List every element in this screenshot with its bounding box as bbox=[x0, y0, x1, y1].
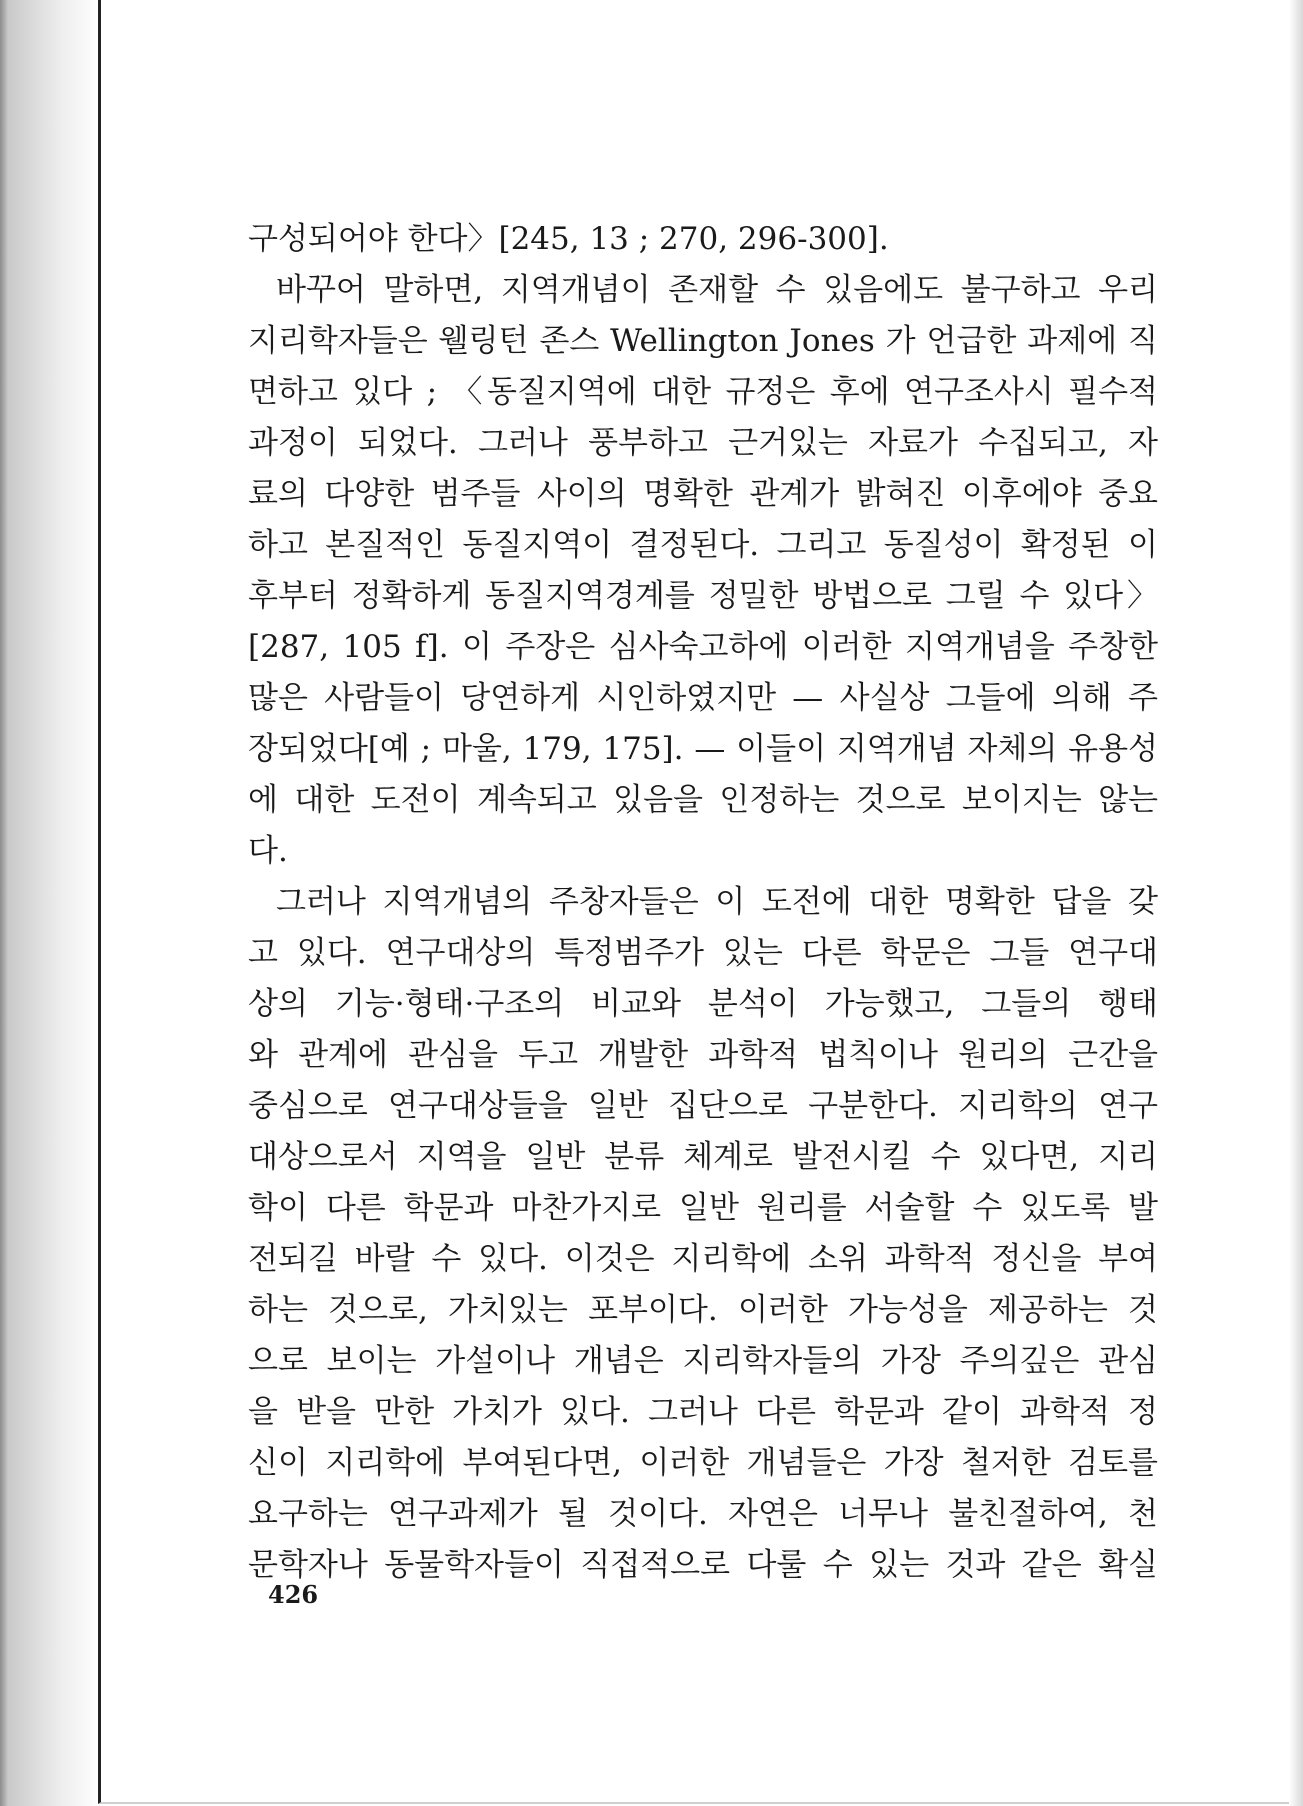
text-line: 그러나 지역개념의 주창자들은 이 도전에 대한 명확한 답을 갖 bbox=[276, 884, 1158, 920]
text-line: 으로 보이는 가설이나 개념은 지리학자들의 가장 주의깊은 관심 bbox=[248, 1343, 1158, 1379]
text-line: 학이 다른 학문과 마찬가지로 일반 원리를 서술할 수 있도록 발 bbox=[248, 1190, 1158, 1226]
text-line: 전되길 바랄 수 있다. 이것은 지리학에 소위 과학적 정신을 부여 bbox=[248, 1241, 1158, 1277]
text-line: 요구하는 연구과제가 될 것이다. 자연은 너무나 불친절하여, 천 bbox=[248, 1496, 1158, 1532]
text-line: 후부터 정확하게 동질지역경계를 정밀한 방법으로 그릴 수 있다〉 bbox=[248, 578, 1158, 614]
text-line: 중심으로 연구대상들을 일반 집단으로 구분한다. 지리학의 연구 bbox=[248, 1088, 1158, 1124]
page-number: 426 bbox=[268, 1580, 319, 1609]
text-line: [287, 105 f]. 이 주장은 심사숙고하에 이러한 지역개념을 주창한 bbox=[248, 629, 1158, 665]
text-line: 에 대한 도전이 계속되고 있음을 인정하는 것으로 보이지는 않는 bbox=[248, 782, 1158, 818]
body-text bbox=[248, 214, 1158, 1591]
text-line: 지리학자들은 웰링턴 존스 Wellington Jones 가 언급한 과제에 직 bbox=[248, 323, 1158, 359]
text-line: 과정이 되었다. 그러나 풍부하고 근거있는 자료가 수집되고, 자 bbox=[248, 425, 1158, 461]
text-line: 대상으로서 지역을 일반 분류 체계로 발전시킬 수 있다면, 지리 bbox=[248, 1139, 1158, 1175]
text-line: 문학자나 동물학자들이 직접적으로 다룰 수 있는 것과 같은 확실 bbox=[248, 1547, 1158, 1583]
page-right-edge bbox=[1289, 0, 1303, 1806]
text-line: 면하고 있다 ; 〈동질지역에 대한 규정은 후에 연구조사시 필수적 bbox=[248, 374, 1158, 410]
text-line: 신이 지리학에 부여된다면, 이러한 개념들은 가장 철저한 검토를 bbox=[248, 1445, 1158, 1481]
text-line: 하는 것으로, 가치있는 포부이다. 이러한 가능성을 제공하는 것 bbox=[248, 1292, 1158, 1328]
text-line: 상의 기능·형태·구조의 비교와 분석이 가능했고, 그들의 행태 bbox=[248, 986, 1158, 1022]
text-line: 료의 다양한 범주들 사이의 명확한 관계가 밝혀진 이후에야 중요 bbox=[248, 476, 1158, 512]
book-spine-shadow bbox=[0, 0, 100, 1806]
text-line: 많은 사람들이 당연하게 시인하였지만 — 사실상 그들에 의해 주 bbox=[248, 680, 1158, 716]
text-line: 하고 본질적인 동질지역이 결정된다. 그리고 동질성이 확정된 이 bbox=[248, 527, 1158, 563]
text-line: 구성되어야 한다〉[245, 13 ; 270, 296-300]. bbox=[248, 221, 889, 257]
text-line: 을 받을 만한 가치가 있다. 그러나 다른 학문과 같이 과학적 정 bbox=[248, 1394, 1158, 1430]
text-line: 다. bbox=[248, 833, 288, 869]
text-line: 와 관계에 관심을 두고 개발한 과학적 법칙이나 원리의 근간을 bbox=[248, 1037, 1158, 1073]
text-line: 고 있다. 연구대상의 특정범주가 있는 다른 학문은 그들 연구대 bbox=[248, 935, 1158, 971]
text-line: 바꾸어 말하면, 지역개념이 존재할 수 있음에도 불구하고 우리 bbox=[276, 272, 1158, 308]
text-line: 장되었다[예 ; 마울, 179, 175]. — 이들이 지역개념 자체의 유용성 bbox=[248, 731, 1158, 767]
